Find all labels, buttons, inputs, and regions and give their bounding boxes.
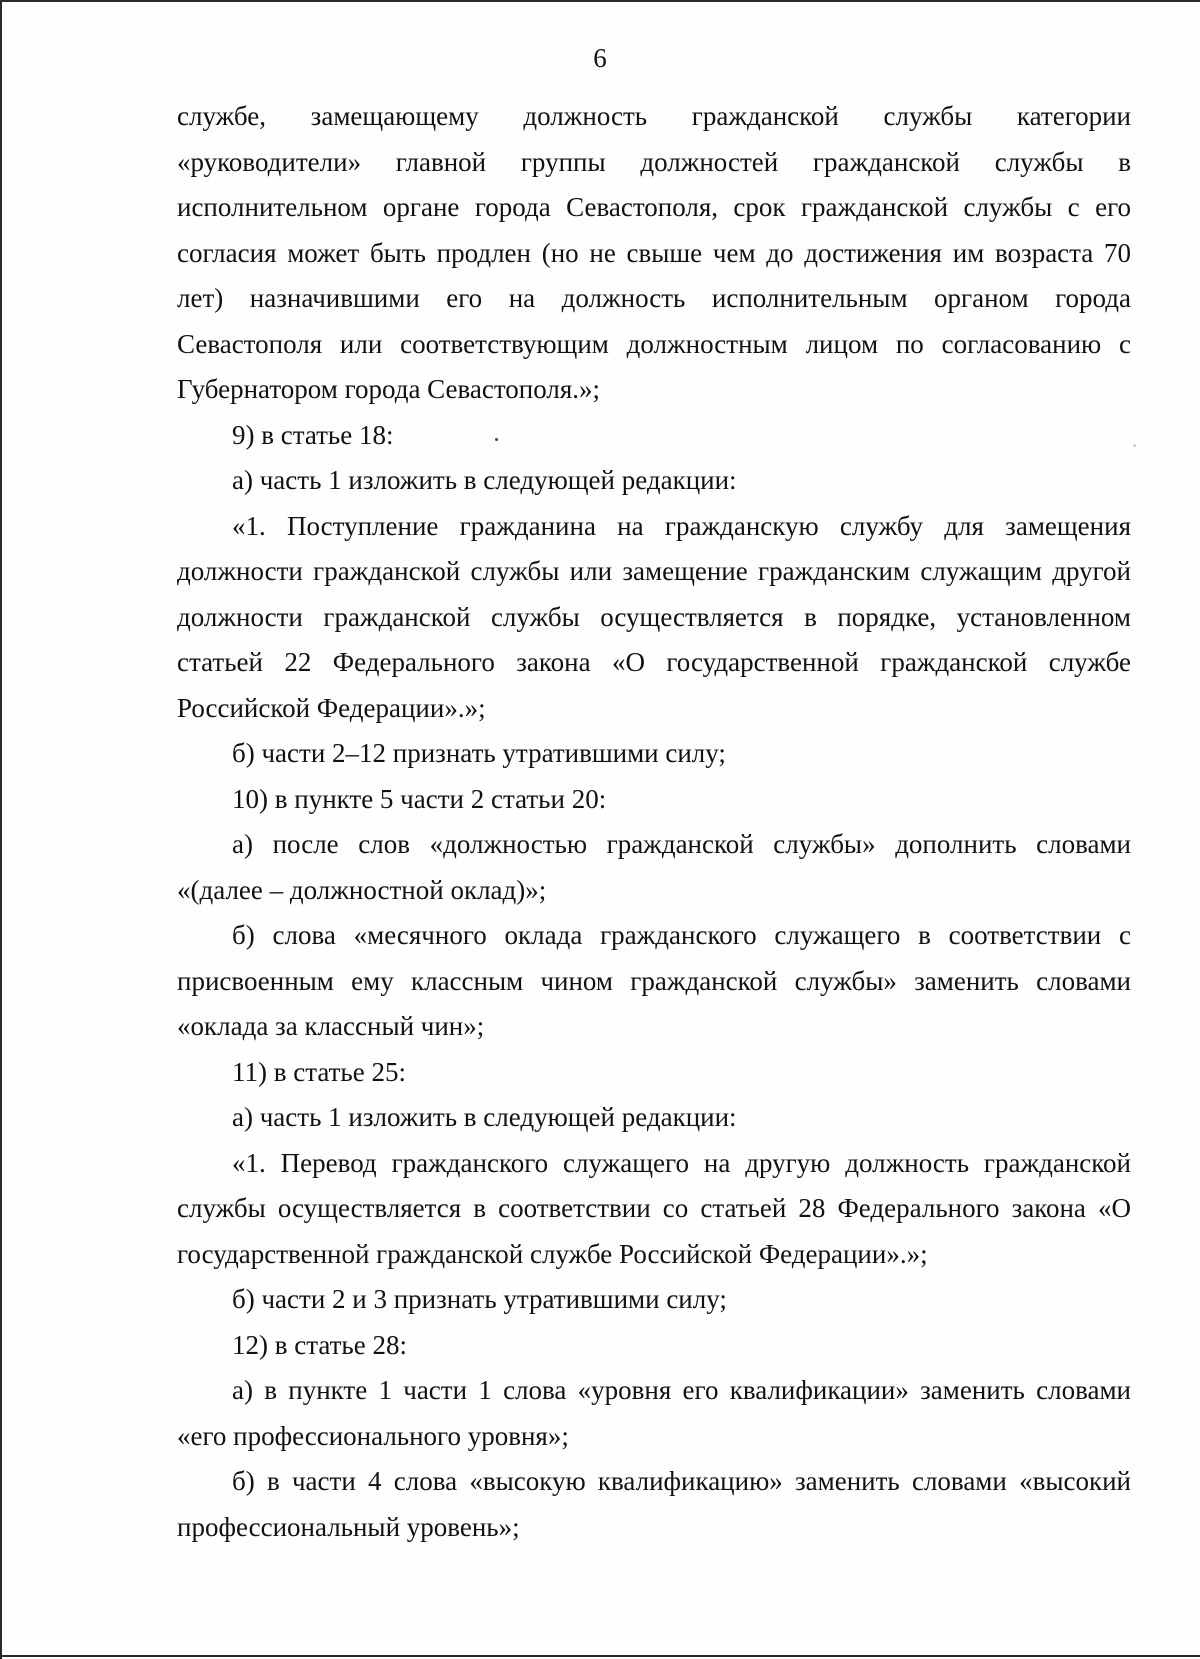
paragraph-item-12: 12) в статье 28: [232,1329,407,1360]
scan-speck [1133,444,1136,447]
scan-edge-top [0,0,1200,2]
paragraph-quote: «1. Поступление гражданина на гражданскую службу для замещения должности гражданской службы или замещение гражданским служащим другой должности гражданской службы осуществляется в порядке, установленном статьей 22 Федерального закона «О государственной гражданской службе Российской Федерации».»; [177,510,1131,723]
paragraph-subitem-b: б) части 2 и 3 признать утратившими силу; [232,1284,727,1314]
paragraph-item-10: 10) в пункте 5 части 2 статьи 20: [232,783,607,814]
scan-edge-left [0,0,2,1659]
paragraph-subitem-a: а) после слов «должностью гражданской службы» дополнить словами «(далее – должностной оклад)»; [177,829,1131,905]
paragraph-item-9: 9) в статье 18: [232,419,394,450]
paragraph-subitem-a: а) часть 1 изложить в следующей редакции: [232,1102,737,1132]
paragraph-subitem-b: б) части 2–12 признать утратившими силу; [232,738,726,768]
paragraph-subitem-b: б) в части 4 слова «высокую квалификацию» заменить словами «высокий профессиональный уровень»; [177,1466,1131,1542]
paragraph-continuation: службе, замещающему должность гражданской службы категории «руководители» главной группы должностей гражданской службы в исполнительном органе города Севастополя, срок гражданской службы с его согласия может быть продлен (но не свыше чем до достижения им возраста 70 лет) назначившими его на должность исполнительным органом города Севастополя или соответствующим должностным лицом по согласованию с Губернатором города Севастополя.»; [177,101,1131,404]
page-number: 6 [593,43,607,73]
paragraph-quote: «1. Перевод гражданского служащего на другую должность гражданской службы осуществляется в соответствии со статьей 28 Федерального закона «О государственной гражданской службе Российской Федерации».»; [177,1147,1131,1269]
paragraph-subitem-a: а) в пункте 1 части 1 слова «уровня его квалификации» заменить словами «его профессионального уровня»; [177,1375,1131,1451]
paragraph-subitem-a: а) часть 1 изложить в следующей редакции: [232,465,737,495]
document-body [177,94,1131,1550]
paragraph-subitem-b: б) слова «месячного оклада гражданского служащего в соответствии с присвоенным ему классным чином гражданской службы» заменить словами «оклада за классный чин»; [177,920,1131,1041]
scan-edge-bottom [0,1655,1200,1657]
paragraph-item-11: 11) в статье 25: [232,1056,406,1087]
scan-speck [495,438,498,441]
